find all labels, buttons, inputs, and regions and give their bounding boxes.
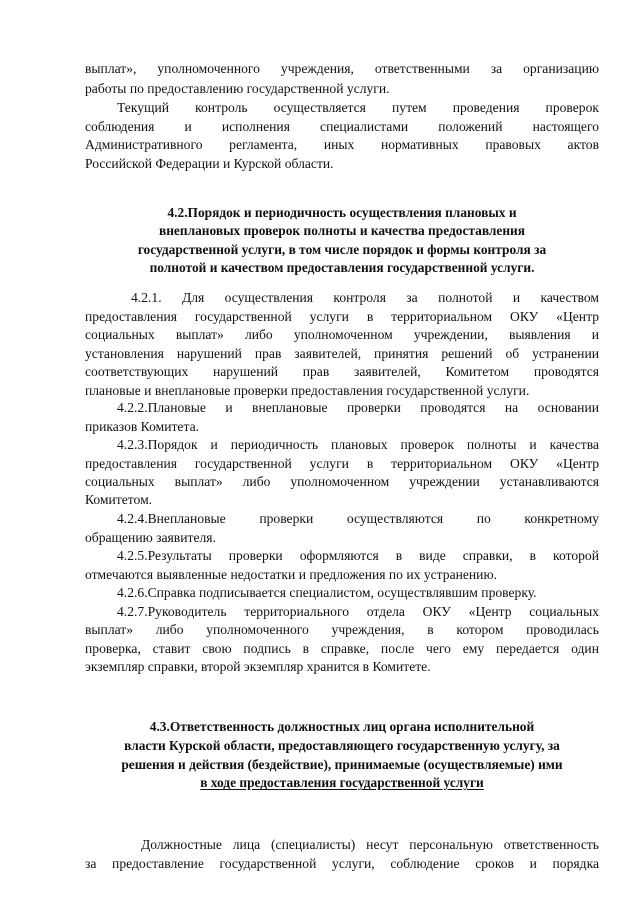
text-line: 4.2.1. Для осуществления контроля за полнотой и качеством xyxy=(131,290,599,305)
text-line: установления нарушений прав заявителей, принятия решений об устранении xyxy=(85,346,599,361)
text-line: Должностные лица (специалисты) несут персональную ответственность xyxy=(141,837,599,852)
text-line: соответствующих нарушений прав заявителей, Комитетом проводятся xyxy=(85,364,599,379)
text-line: экземпляр справки, второй экземпляр хранится в Комитете. xyxy=(85,659,431,674)
text-line: 4.2.7.Руководитель территориального отдела ОКУ «Центр социальных xyxy=(117,604,599,619)
text-line: проверка, ставит свою подпись в справке, после чего ему передается один xyxy=(85,641,599,656)
text-line: 4.2.5.Результаты проверки оформляются в виде справки, в которой xyxy=(117,548,599,563)
section-heading: государственной услуги, в том числе порядок и формы контроля за xyxy=(137,242,547,257)
section-heading: 4.3.Ответственность должностных лиц органа исполнительной xyxy=(149,719,535,734)
text-line: социальных выплат» либо уполномоченном учреждении, выявления и xyxy=(85,327,599,342)
text-line: предоставления государственной услуги в территориальном ОКУ «Центр xyxy=(85,309,599,324)
text-line: приказов Комитета. xyxy=(85,419,199,434)
text-line: Административного регламента, иных нормативных правовых актов xyxy=(85,137,599,152)
text-line: Комитетом. xyxy=(85,492,153,507)
text-line: выплат» либо уполномоченного учреждения, в котором проводилась xyxy=(85,622,599,637)
text-line: плановые и внеплановые проверки предоставления государственной услуги. xyxy=(85,383,530,398)
section-heading: 4.2.Порядок и периодичность осуществления плановых и xyxy=(167,205,517,220)
section-heading: в ходе предоставления государственной услуги xyxy=(200,775,484,790)
text-line: предоставления государственной услуги в территориальном ОКУ «Центр xyxy=(85,456,599,471)
text-line: 4.2.2.Плановые и внеплановые проверки проводятся на основании xyxy=(117,400,599,415)
section-heading: полнотой и качеством предоставления государственной услуги. xyxy=(149,260,535,275)
text-line: социальных выплат» либо уполномоченном учреждении устанавливаются xyxy=(85,474,599,489)
text-line: 4.2.6.Справка подписывается специалистом, осуществлявшим проверку. xyxy=(117,585,537,600)
text-line: отмечаются выявленные недостатки и предложения по их устранению. xyxy=(85,567,498,582)
text-line: Текущий контроль осуществляется путем проведения проверок xyxy=(117,100,599,115)
text-line: 4.2.4.Внеплановые проверки осуществляются по конкретному xyxy=(117,511,599,526)
section-heading: внеплановых проверок полноты и качества предоставления xyxy=(158,223,526,238)
section-heading: решения и действия (бездействие), принимаемые (осуществляемые) ими xyxy=(121,757,563,772)
text-line: обращению заявителя. xyxy=(85,530,216,545)
section-heading: власти Курской области, предоставляющего государственную услугу, за xyxy=(124,738,560,753)
text-line: соблюдения и исполнения специалистами положений настоящего xyxy=(85,119,599,134)
text-line: 4.2.3.Порядок и периодичность плановых проверок полноты и качества xyxy=(117,437,599,452)
text-line: работы по предоставлению государственной услуги. xyxy=(85,81,390,96)
text-line: выплат», уполномоченного учреждения, ответственными за организацию xyxy=(85,61,599,76)
text-line: Российской Федерации и Курской области. xyxy=(85,156,334,171)
text-line: за предоставление государственной услуги, соблюдение сроков и порядка xyxy=(85,856,599,871)
